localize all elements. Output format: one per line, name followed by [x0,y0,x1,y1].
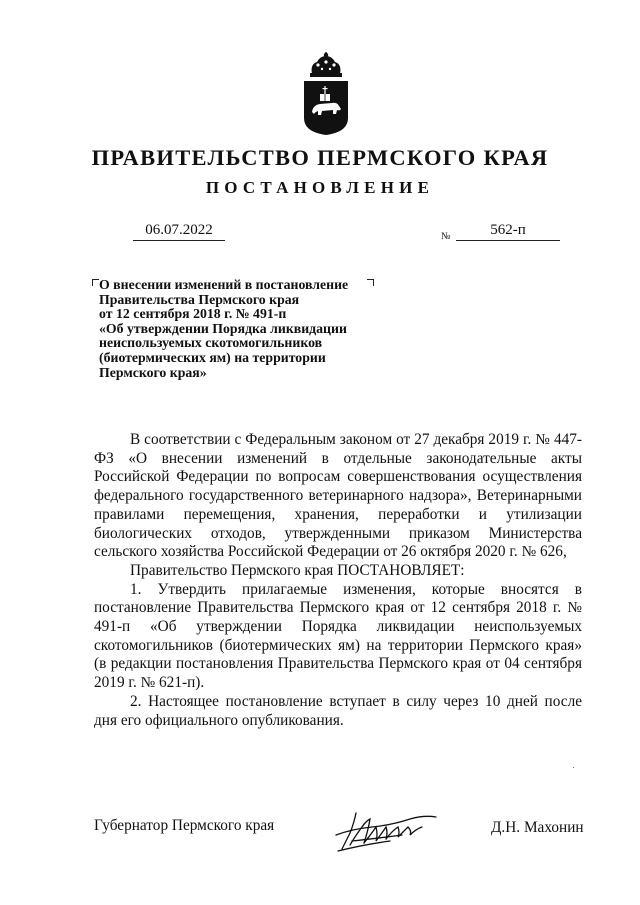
perm-krai-coat-of-arms-icon [300,52,352,136]
scan-speck [573,767,574,768]
document-subject [99,278,379,380]
document-number: 562-п [456,222,560,241]
signatory-name: Д.Н. Махонин [491,819,584,836]
clause-1-paragraph: 1. Утвердить прилагаемые изменения, которые вносятся в постановление Правительства Пермского края от 12 сентября 2018 г. № 491-п «Об утверждении Порядка ликвидации неиспользуемых скотомогильников (биотермических ям) на территории Пермского края» (в редакции постановления Правительства Пермского края от 04 сентября 2019 г. № 621-п). [94,580,582,692]
number-sign: № [441,231,451,242]
preamble-paragraph: В соответствии с Федеральным законом от 27 декабря 2019 г. № 447-ФЗ «О внесении изменений в отдельные законодательные акты Российской Федерации по вопросам совершенствования осуществления федерального государственного ветеринарного надзора», Ветеринарными правилами перемещения, хранения, переработки и утилизации биологических отходов, утвержденными приказом Министерства сельского хозяйства Российской Федерации от 26 октября 2020 г. № 626, [94,431,582,561]
shield-icon [304,81,348,135]
organization-title: ПРАВИТЕЛЬСТВО ПЕРМСКОГО КРАЯ [91,145,549,170]
clause-2-paragraph: 2. Настоящее постановление вступает в силу через 10 дней после дня его официального опубликования. [94,692,582,729]
document-type-title: ПОСТАНОВЛЕНИЕ [205,178,435,197]
subject-line: О внесении изменений в постановление [99,277,349,292]
subject-line: от 12 сентября 2018 г. № 491-п [99,306,287,322]
subject-line: (биотермических ям) на территории [99,349,326,365]
crown-icon [310,52,342,77]
resolution-paragraph: Правительство Пермского края ПОСТАНОВЛЯЕТ: [130,561,465,579]
signatory-position: Губернатор Пермского края [94,817,275,834]
document-body [94,431,582,730]
handwritten-signature-icon [332,805,442,855]
subject-corner-left [92,279,99,286]
subject-line: неиспользуемых скотомогильников [99,335,323,351]
subject-line: «Об утверждении Порядка ликвидации [99,320,347,336]
subject-line: Правительства Пермского края [99,291,300,307]
document-date: 06.07.2022 [133,222,225,241]
subject-line: Пермского края» [99,364,207,380]
